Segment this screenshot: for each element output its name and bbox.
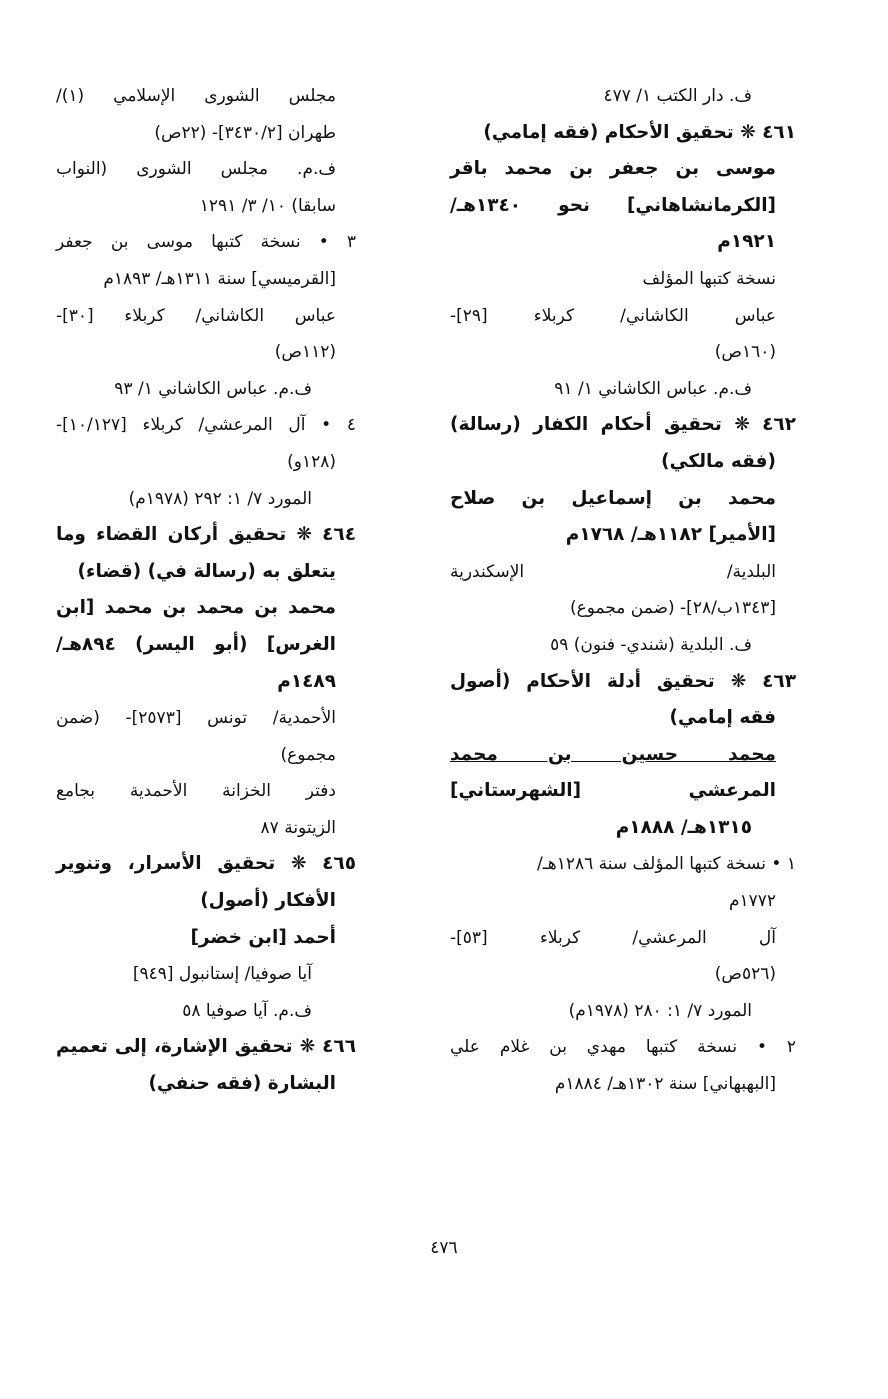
left-column-line: آيا صوفيا/ إستانبول [٩٤٩] [132, 964, 312, 985]
left-column-line: طهران [٣٤٣٠/٢]- (٢٢ص) [154, 122, 336, 143]
left-column-line: (١١٢ص) [274, 342, 336, 363]
right-column-line: محمد حسين بن محمد [450, 743, 776, 765]
left-column-line: مجموع) [280, 744, 336, 765]
right-column-line: ٤٦١ ❋ تحقيق الأحكام (فقه إمامي) [483, 121, 796, 143]
page-number: ٤٧٦ [430, 1238, 458, 1258]
left-column-line: ١٤٨٩م [277, 670, 336, 692]
right-column-line: ٤٦٣ ❋ تحقيق أدلة الأحكام (أصول [450, 670, 796, 692]
right-column-line: نسخة كتبها المؤلف [642, 268, 776, 289]
right-column-line: ٤٦٢ ❋ تحقيق أحكام الكفار (رسالة) [450, 414, 796, 436]
left-column-line: مجلس الشورى الإسلامي (١)/ [56, 86, 336, 106]
left-column-line: الأحمدية/ تونس [٢٥٧٣]- (ضمن [56, 708, 336, 729]
left-column-line: عباس الكاشاني/ كربلاء [٣٠]- [56, 305, 336, 326]
right-column-line: [الأمير] ١١٨٢هـ/ ١٧٦٨م [565, 524, 776, 546]
right-column-line: ١٩٢١م [717, 231, 776, 253]
right-column-line: فقه إمامي) [669, 707, 776, 729]
left-column-line: الغرس] (أبو اليسر) ٨٩٤هـ/ [56, 633, 336, 655]
right-column-line: (٥٢٦ص) [714, 964, 776, 985]
right-column-line: آل المرعشي/ كربلاء [٥٣]- [450, 927, 776, 948]
right-column-line: [الكرمانشاهاني] نحو ١٣٤٠هـ/ [450, 194, 776, 216]
right-column-line: ١ • نسخة كتبها المؤلف سنة ١٢٨٦هـ/ [537, 854, 796, 875]
left-column-line: سابقا) ١٠/ ٣/ ١٢٩١ [199, 195, 336, 216]
left-column-line: ٤٦٦ ❋ تحقيق الإشارة، إلى تعميم [56, 1036, 356, 1058]
right-column-line: محمد بن إسماعيل بن صلاح [450, 487, 776, 509]
right-column-line: ١٧٧٢م [728, 891, 776, 912]
left-column-line: ف.م. عباس الكاشاني ١/ ٩٣ [114, 378, 312, 399]
left-column-line: محمد بن محمد بن محمد [ابن [56, 597, 336, 619]
left-column-line: ٤٦٤ ❋ تحقيق أركان القضاء وما [56, 524, 356, 546]
left-column-line: ف.م. مجلس الشورى (النواب [56, 159, 336, 180]
right-column-line: ١٣١٥هـ/ ١٨٨٨م [615, 816, 752, 838]
right-column-line: المورد ٧/ ١: ٢٨٠ (١٩٧٨م) [568, 1000, 752, 1021]
right-column-line: المرعشي [الشهرستاني] [450, 780, 776, 802]
left-column [56, 78, 356, 1103]
left-column-line: ٤ • آل المرعشي/ كربلاء [١٠/١٢٧]- [56, 415, 356, 436]
right-column-line: (١٦٠ص) [714, 342, 776, 363]
right-column-line: ٢ • نسخة كتبها مهدي بن غلام علي [450, 1037, 796, 1058]
left-column-line: الأفكار (أصول) [200, 890, 336, 912]
left-column-line: [القرميسي] سنة ١٣١١هـ/ ١٨٩٣م [103, 268, 336, 289]
left-column-line: الزيتونة ٨٧ [260, 817, 336, 838]
left-column-line: ٣ • نسخة كتبها موسى بن جعفر [56, 232, 356, 253]
left-column-line: ٤٦٥ ❋ تحقيق الأسرار، وتنوير [56, 853, 356, 875]
left-column-line: يتعلق به (رسالة في) (قضاء) [77, 560, 336, 582]
right-column-line: ف. البلدية (شندي- فنون) ٥٩ [550, 634, 752, 655]
left-column-line: ف.م. آيا صوفيا ٥٨ [182, 1000, 312, 1021]
right-column-line: ف.م. عباس الكاشاني ١/ ٩١ [554, 378, 752, 399]
right-column-line: (فقه مالكي) [661, 450, 776, 472]
right-column-line: ف. دار الكتب ١/ ٤٧٧ [603, 86, 752, 106]
right-column-line: موسى بن جعفر بن محمد باقر [450, 158, 776, 180]
right-column-line: عباس الكاشاني/ كربلاء [٢٩]- [450, 305, 776, 326]
left-column-line: البشارة (فقه حنفي) [148, 1073, 336, 1095]
left-column-line: أحمد [ابن خضر] [190, 926, 336, 948]
left-column-line: المورد ٧/ ١: ٢٩٢ (١٩٧٨م) [128, 488, 312, 509]
right-column-line: [١٣٤٣ب/٢٨]- (ضمن مجموع) [569, 598, 776, 619]
left-column-line: (١٢٨و) [287, 451, 336, 472]
right-column [450, 78, 796, 1103]
left-column-line: دفتر الخزانة الأحمدية بجامع [56, 781, 336, 802]
right-column-line: [البهبهاني] سنة ١٣٠٢هـ/ ١٨٨٤م [554, 1074, 776, 1095]
right-column-line: البلدية/ الإسكندرية [450, 561, 776, 582]
